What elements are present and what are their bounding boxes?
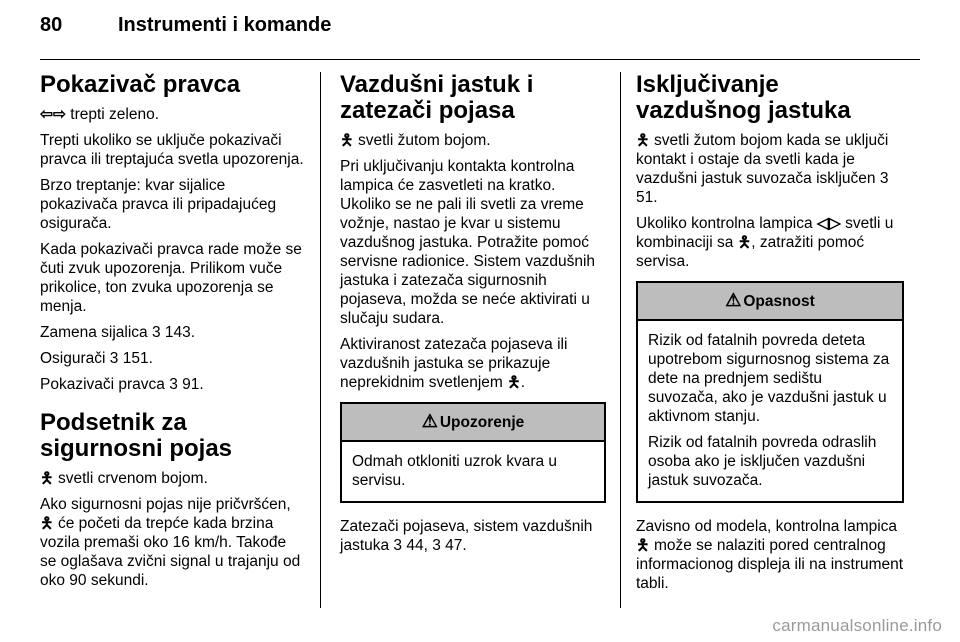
watermark: carmanualsonline.info bbox=[772, 616, 942, 635]
danger-box-body bbox=[638, 321, 902, 501]
seatbelt-icon: 🯅 bbox=[40, 470, 54, 487]
paragraph: Zavisno od modela, kontrolna lampica 🯅 može se nalaziti pored centralnog informacionog displeja ili na instrument tabli. bbox=[636, 518, 904, 592]
airbag-off-icon: 🯅 bbox=[636, 537, 650, 554]
paragraph: Odmah otkloniti uzrok kvara u servisu. bbox=[352, 453, 558, 489]
paragraph: Kada pokazivači pravca rade može se čuti zvuk upozorenja. Prilikom vuče prikolice, ton zvuka upozorenja se menja. bbox=[40, 241, 302, 315]
paragraph: 🯅 svetli žutom bojom. bbox=[340, 132, 491, 149]
airbag-icon: 🯅 bbox=[507, 374, 521, 391]
paragraph: Pri uključivanju kontakta kontrolna lampica će zasvetleti na kratko. Ukoliko se ne pali ili svetli za vreme vožnje, nastao je kvar u sistemu vazdušnog jastuka. Potražite pomoć servisne radionice. Sistem vazdušnih jastuka i zatezača sigurnosnih pojaseva, možda se neće aktivirati u slučaju sudara. bbox=[340, 158, 596, 327]
warning-triangle-icon: ⚠ bbox=[421, 411, 438, 431]
page-header bbox=[40, 14, 331, 54]
chapter-title: Instrumenti i komande bbox=[118, 14, 332, 36]
section-title-airbag: Vazdušni jastuk i zatezači pojasa bbox=[340, 71, 534, 124]
airbag-icon: 🯅 bbox=[737, 234, 752, 251]
column-left bbox=[40, 72, 304, 597]
column-divider bbox=[620, 72, 621, 608]
warning-triangle-icon: ⚠ bbox=[725, 290, 742, 310]
airbag-lamp-icon: ◁▷ bbox=[816, 215, 841, 232]
warning-box-header: ⚠ Upozorenje bbox=[342, 404, 604, 442]
header-rule bbox=[40, 59, 920, 60]
reference-turn-signals[interactable]: Pokazivači pravca 3 91. bbox=[40, 376, 204, 393]
reference-fuses[interactable]: Osigurači 3 151. bbox=[40, 350, 153, 367]
danger-box-header: ⚠ Opasnost bbox=[638, 283, 902, 321]
paragraph: Ukoliko kontrolna lampica ◁▷ svetli u kombinaciji sa 🯅, zatražiti pomoć servisa. bbox=[636, 215, 894, 270]
section-title-seatbelt-reminder: Podsetnik za sigurnosni pojas bbox=[40, 409, 233, 462]
paragraph: Rizik od fatalnih povreda odraslih osoba ako je isključen vazdušni jastuk suvozača. bbox=[648, 434, 877, 489]
warning-box bbox=[340, 402, 606, 503]
airbag-icon: 🯅 bbox=[340, 132, 354, 149]
paragraph: 🯅 svetli žutom bojom kada se uključi kontakt i ostaje da svetli kada je vazdušni jastuk suvozača isključen 3 51. bbox=[636, 132, 889, 206]
paragraph: Brzo treptanje: kvar sijalice pokazivača pravca ili pripadajućeg osigurača. bbox=[40, 177, 277, 232]
column-right bbox=[636, 72, 904, 600]
section-title-turn-signal: Pokazivač pravca bbox=[40, 71, 241, 98]
page-ref-arrow-icon: 3 bbox=[879, 170, 889, 187]
turn-signal-icon: ⇦⇨ bbox=[40, 106, 66, 123]
page-ref-arrow-icon: 3 bbox=[109, 350, 119, 367]
page-ref-arrow-icon: 3 bbox=[393, 537, 403, 554]
page-ref-arrow-icon: 3 bbox=[432, 537, 441, 554]
paragraph: ⇦⇨ trepti zeleno. bbox=[40, 106, 160, 123]
danger-box bbox=[636, 281, 904, 503]
page-ref-arrow-icon: 3 bbox=[152, 324, 161, 341]
paragraph: Rizik od fatalnih povreda deteta upotrebom sigurnosnog sistema za dete na prednjem sedištu suvozača, ako je vazdušni jastuk u aktivnom stanju. bbox=[648, 332, 890, 425]
reference-bulb-replacement[interactable]: Zamena sijalica 3 143. bbox=[40, 324, 196, 341]
column-divider bbox=[320, 72, 321, 608]
paragraph: Trepti ukoliko se uključe pokazivači pravca ili treptajuća svetla upozorenja. bbox=[40, 132, 304, 168]
paragraph: Aktiviranost zatezača pojaseva ili vazdušnih jastuka se prikazuje neprekidnim svetlenjem 🯅. bbox=[340, 336, 568, 391]
paragraph: Ako sigurnosni pojas nije pričvršćen, 🯅 će početi da trepće kada brzina vozila premaši oko 16 km/h. Takođe se oglašava zvični signal u trajanju od oko 90 sekundi. bbox=[40, 496, 301, 589]
section-title-airbag-deactivation: Isključivanje vazdušnog jastuka bbox=[636, 71, 851, 124]
paragraph: 🯅 svetli crvenom bojom. bbox=[40, 470, 208, 487]
seatbelt-icon: 🯅 bbox=[40, 515, 54, 532]
airbag-off-icon: 🯅 bbox=[636, 132, 650, 149]
column-middle bbox=[340, 72, 606, 562]
page-ref-arrow-icon: 3 bbox=[169, 376, 178, 393]
page-number: 80 bbox=[40, 14, 63, 36]
reference-belt-tensioners[interactable]: Zatezači pojaseva, sistem vazdušnih jastuka 3 44, 3 47. bbox=[340, 518, 593, 554]
warning-box-body bbox=[342, 442, 604, 501]
